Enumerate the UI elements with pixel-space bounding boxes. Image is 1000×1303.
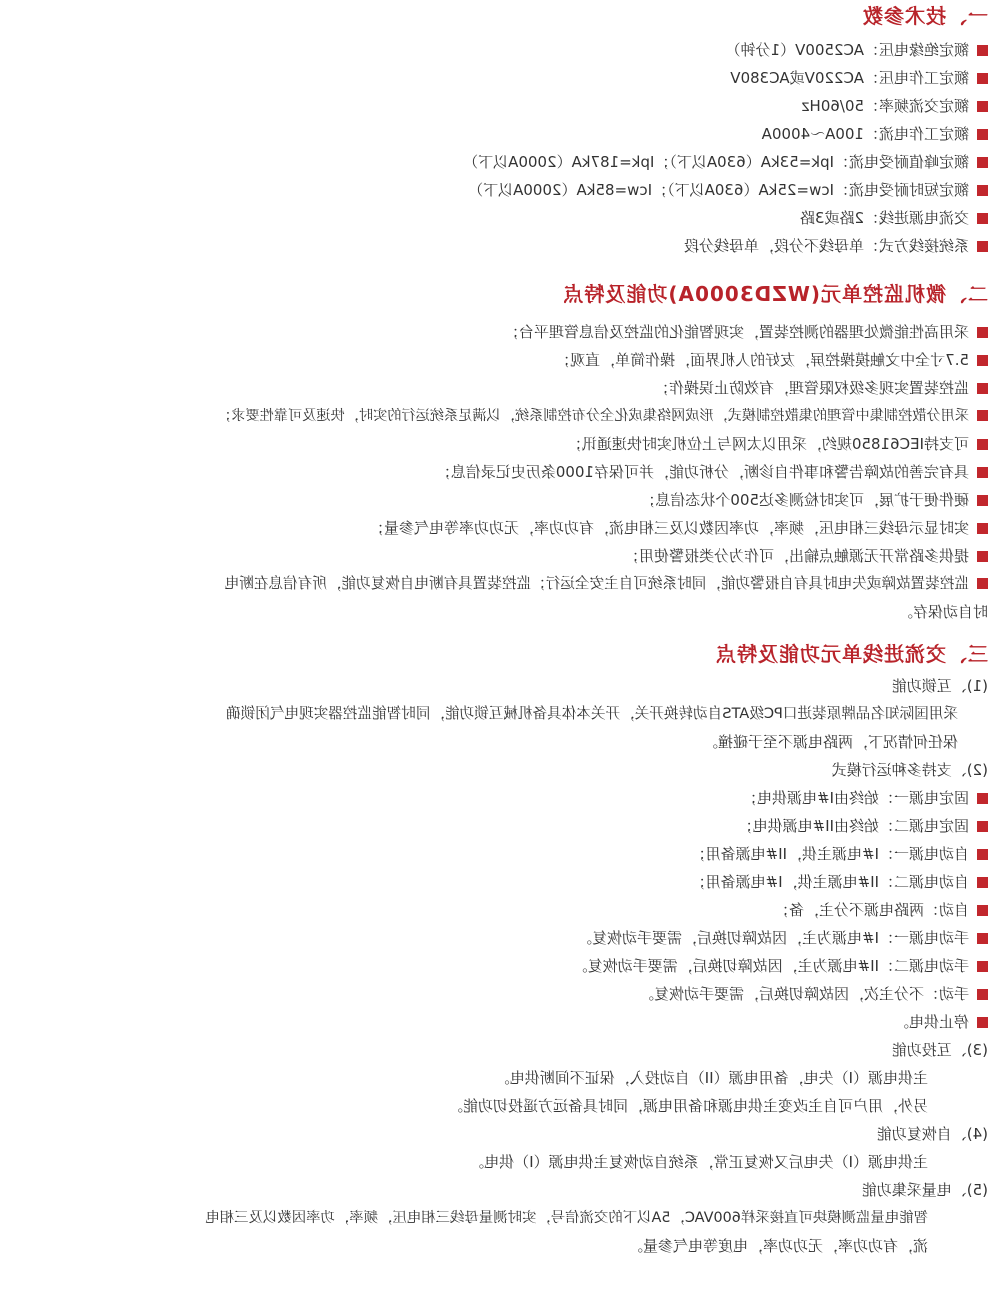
list-item bbox=[12, 120, 988, 148]
list-item bbox=[12, 374, 988, 402]
section2 bbox=[12, 280, 988, 308]
item-text: 额定短时耐受电流：Icw=25kA（630A以下）；Icw=85kA（2000A以下） bbox=[468, 181, 969, 199]
feature-title: (1)、互锁功能 bbox=[891, 677, 988, 695]
item-text: 提供多路常开无源触点输出，可作为分类报警使用； bbox=[623, 547, 969, 565]
bullet-icon bbox=[977, 101, 988, 112]
list-item bbox=[12, 570, 988, 598]
item-text: 手动：不分主次，因故障切换后，需要手动恢复。 bbox=[638, 985, 969, 1003]
item-text: 采用高性能微处理器的测控装置，实现智能化的监控及信息管理平台； bbox=[503, 323, 969, 341]
list-item bbox=[12, 458, 988, 486]
item-text: 监控装置故障或失电时具有自报警功能，同时系统可自主安全运行；监控装置具有断电自恢复功能，所有信息在断电 bbox=[224, 575, 969, 592]
list-item bbox=[12, 840, 988, 868]
paragraph-text: 主供电源（I）失电后又恢复正常，系统自动恢复主供电源（I）供电。 bbox=[469, 1153, 928, 1171]
list-item bbox=[12, 784, 988, 812]
item-text: 额定交流频率：50/60Hz bbox=[801, 97, 969, 115]
item-text: 实时显示母线三相电压，频率，功率因数以及三相电流，有功功率，无功功率等电气参量； bbox=[368, 519, 969, 537]
item-text: 时自动保存。 bbox=[897, 603, 988, 621]
bullet-icon bbox=[977, 793, 988, 804]
bullet-icon bbox=[977, 1017, 988, 1028]
list-item bbox=[12, 980, 988, 1008]
section2-list bbox=[12, 318, 988, 626]
list-item bbox=[12, 924, 988, 952]
item-text: 具有完善的故障告警和事件自诊断，分析功能，并可保存1000条历史记录信息； bbox=[435, 463, 969, 481]
bullet-icon bbox=[977, 327, 988, 338]
list-item bbox=[12, 952, 988, 980]
paragraph-text: 智能电量监测模块可直接采样600VAC，5A以下的交流信号，实时测量母线三相电压，频率，功率因数以及三相电 bbox=[205, 1210, 928, 1226]
bullet-icon bbox=[977, 185, 988, 196]
bullet-icon bbox=[977, 578, 988, 589]
bullet-icon bbox=[977, 989, 988, 1000]
section1 bbox=[12, 2, 988, 30]
feature-title: (5)、电量采集功能 bbox=[861, 1181, 988, 1199]
list-item bbox=[12, 176, 988, 204]
bullet-icon bbox=[977, 495, 988, 506]
bullet-icon bbox=[977, 241, 988, 252]
bullet-icon bbox=[977, 410, 988, 421]
list-item bbox=[12, 92, 988, 120]
list-item bbox=[12, 896, 988, 924]
bullet-icon bbox=[977, 523, 988, 534]
bullet-icon bbox=[977, 877, 988, 888]
item-text: 可支持IEC61850规约，采用以太网与上位机实时快速通讯； bbox=[566, 435, 969, 453]
bullet-icon bbox=[977, 467, 988, 478]
bullet-icon bbox=[977, 129, 988, 140]
bullet-icon bbox=[977, 933, 988, 944]
feature-title: (3)、互投功能 bbox=[891, 1041, 988, 1059]
section3-title: 三、交流进线单元功能及特点 bbox=[715, 642, 988, 666]
item-text: 系统接线方式：单母线不分段，单母线分段 bbox=[683, 237, 969, 255]
item-text: 自动：两路电源不分主，备； bbox=[773, 901, 969, 919]
list-item bbox=[12, 204, 988, 232]
paragraph-text: 采用国际知名品牌原装进口PC级ATS自动转换开关，开关本体具备机械互锁功能，同时智能监控器实现电气闭锁确 bbox=[226, 705, 958, 722]
list-item bbox=[12, 486, 988, 514]
item-text: 额定工作电流：100A～4000A bbox=[761, 125, 969, 143]
list-item bbox=[12, 1008, 988, 1036]
bullet-icon bbox=[977, 383, 988, 394]
section2-title: 二、微机监控单元(WZD3000A)功能及特点 bbox=[562, 282, 988, 306]
item-text: 硬件便于扩展，可实时检测多达500个状态信息； bbox=[640, 491, 969, 509]
item-text: 停止供电。 bbox=[893, 1013, 969, 1031]
paragraph-text: 流，有功功率，无功功率，电度等电气参量。 bbox=[627, 1237, 928, 1255]
list-item bbox=[12, 318, 988, 346]
bullet-icon bbox=[977, 45, 988, 56]
list-item-continuation bbox=[12, 598, 988, 626]
section1-list bbox=[12, 36, 988, 260]
bullet-icon bbox=[977, 157, 988, 168]
item-text: 固定电源二：始终由II#电源供电； bbox=[737, 817, 969, 835]
list-item bbox=[12, 812, 988, 840]
bullet-icon bbox=[977, 905, 988, 916]
item-text: 额定峰值耐受电流：Ipk=53kA（630A以下）；Ipk=187kA（2000A以下） bbox=[463, 153, 969, 171]
list-item bbox=[12, 64, 988, 92]
bullet-icon bbox=[977, 551, 988, 562]
bullet-icon bbox=[977, 961, 988, 972]
bullet-icon bbox=[977, 213, 988, 224]
bullet-icon bbox=[977, 355, 988, 366]
bullet-icon bbox=[977, 439, 988, 450]
list-item bbox=[12, 232, 988, 260]
bullet-icon bbox=[977, 821, 988, 832]
item-text: 手动电源二：II#电源为主，因故障切换后，需要手动恢复。 bbox=[572, 957, 969, 975]
item-text: 采用分散控制集中管理的集散控制模式，形成网络集成化全分布控制系统，以满足系统运行的实时，快速及可靠性要求； bbox=[217, 408, 969, 424]
list-item bbox=[12, 542, 988, 570]
list-item bbox=[12, 402, 988, 430]
item-text: 监控装置实现多级权限管理，有效防止误操作； bbox=[653, 379, 969, 397]
paragraph-text: 主供电源（I）失电，备用电源（II）自动投入，保证不间断供电。 bbox=[494, 1069, 928, 1087]
list-item bbox=[12, 868, 988, 896]
section3-body bbox=[12, 672, 988, 1260]
list-item bbox=[12, 36, 988, 64]
list-item bbox=[12, 514, 988, 542]
feature-title: (4)、自恢复功能 bbox=[876, 1125, 988, 1143]
list-item bbox=[12, 148, 988, 176]
item-text: 手动电源一：I#电源为主，因故障切换后，需要手动恢复。 bbox=[577, 929, 969, 947]
feature-title: (2)、支持多种运行模式 bbox=[831, 761, 988, 779]
paragraph-text: 保任何情况下，两路电源不至于碰撞。 bbox=[702, 733, 958, 751]
paragraph-text: 另外，用户可自主改变主供电源和备用电源，同时具备远方遥投切功能。 bbox=[447, 1097, 928, 1115]
bullet-icon bbox=[977, 73, 988, 84]
item-text: 自动电源二：II#电源主供，I#电源备用； bbox=[690, 873, 969, 891]
section3 bbox=[12, 640, 988, 668]
item-text: 自动电源一：I#电源主供，II#电源备用； bbox=[690, 845, 969, 863]
item-text: 额定工作电压：AC220V或AC380V bbox=[730, 69, 969, 87]
bullet-icon bbox=[977, 849, 988, 860]
section1-title: 一、技术参数 bbox=[862, 4, 988, 28]
item-text: 固定电源一：始终由I#电源供电； bbox=[742, 789, 969, 807]
list-item bbox=[12, 346, 988, 374]
item-text: 额定绝缘电压：AC2500V（1分钟） bbox=[725, 41, 969, 59]
item-text: 5.7寸全中文触摸操控屏，友好的人机界面，操作简单，直观； bbox=[555, 351, 969, 369]
spec-document bbox=[0, 2, 1000, 1303]
list-item bbox=[12, 430, 988, 458]
item-text: 交流电源进线：2路或3路 bbox=[799, 209, 969, 227]
